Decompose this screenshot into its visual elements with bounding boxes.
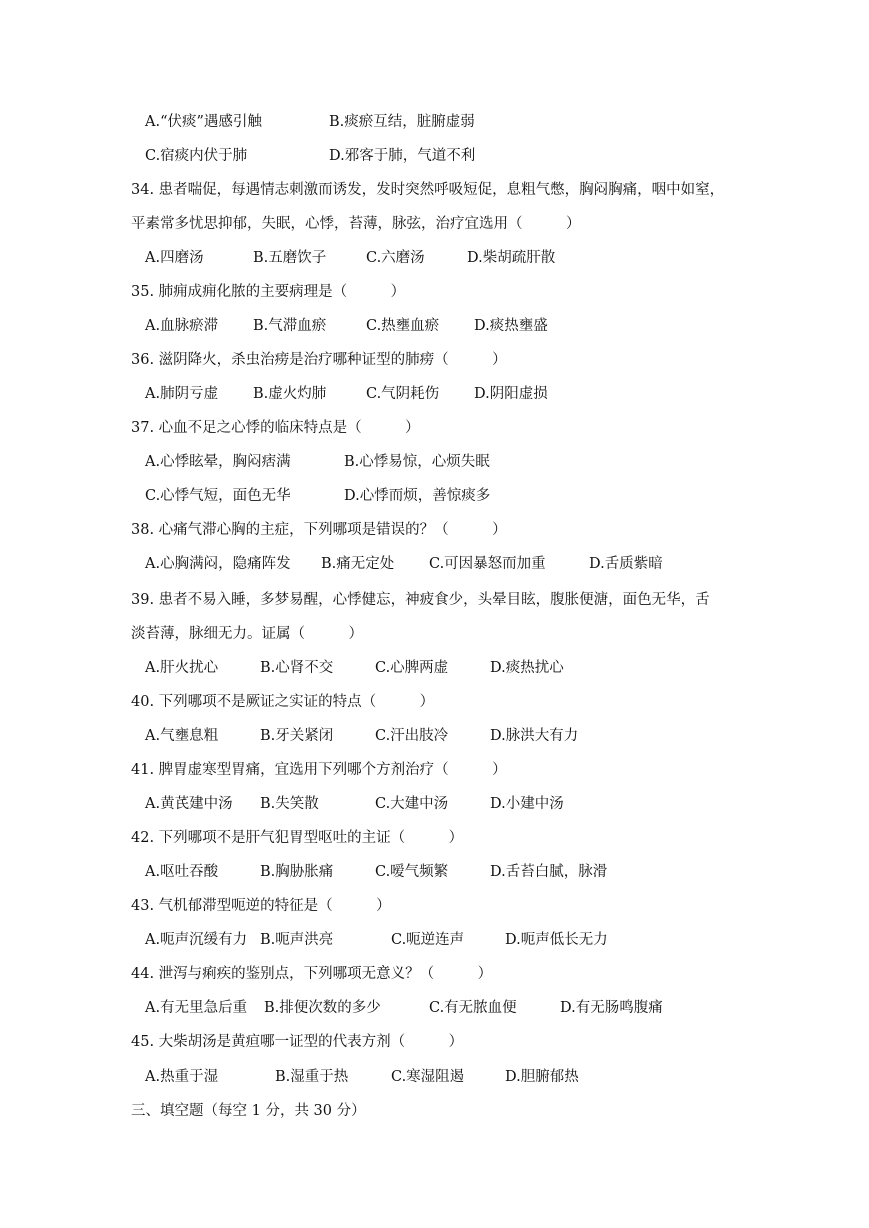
option-row: [0, 383, 869, 405]
option-d: D.胆腑郁热: [505, 1069, 579, 1085]
question-text: 38. 心痛气滞心胸的主症，下列哪项是错误的？（ ）: [131, 522, 507, 538]
option-a: A.心胸满闷，隐痛阵发: [145, 556, 291, 572]
option-d: D.心悸而烦，善惊痰多: [344, 488, 491, 504]
question-text: 44. 泄泻与痢疾的鉴别点，下列哪项无意义？（ ）: [131, 966, 493, 982]
option-d: D.痰热壅盛: [474, 318, 548, 334]
question-text: 37. 心血不足之心悸的临床特点是（ ）: [131, 420, 420, 436]
option-b: B.虚火灼肺: [253, 386, 327, 402]
option-d: D.有无肠鸣腹痛: [560, 1000, 663, 1016]
option-d: D.呃声低长无力: [505, 932, 608, 948]
option-a: A.黄芪建中汤: [145, 796, 233, 812]
option-row: [0, 725, 869, 747]
option-row: [0, 793, 869, 815]
question-text: 36. 滋阴降火，杀虫治痨是治疗哪种证型的肺痨（ ）: [131, 352, 507, 368]
question-38: [0, 519, 869, 541]
option-d: D.痰热扰心: [490, 660, 564, 676]
option-d: D.邪客于肺，气道不利: [329, 148, 476, 164]
question-text: 40. 下列哪项不是厥证之实证的特点（ ）: [131, 694, 435, 710]
question-44: [0, 963, 869, 985]
option-d: D.柴胡疏肝散: [467, 250, 556, 266]
option-b: B.呃声洪亮: [260, 932, 334, 948]
option-a: A.四磨汤: [145, 250, 204, 266]
question-40: [0, 691, 869, 713]
question-text: 39. 患者不易入睡，多梦易醒，心悸健忘，神疲食少，头晕目眩，腹胀便溏，面色无华，舌: [131, 592, 710, 608]
option-b: B.五磨饮子: [253, 250, 327, 266]
option-b: B.气滞血瘀: [253, 318, 327, 334]
option-a: A.肝火扰心: [145, 660, 219, 676]
option-b: B.失笑散: [260, 796, 319, 812]
option-b: B.胸胁胀痛: [260, 864, 334, 880]
option-row: [0, 485, 869, 507]
option-c: C.心脾两虚: [375, 660, 449, 676]
option-d: D.阴阳虚损: [474, 386, 548, 402]
option-b: B.心悸易惊，心烦失眠: [344, 454, 490, 470]
option-c: C.心悸气短，面色无华: [145, 488, 291, 504]
option-d: D.脉洪大有力: [490, 728, 579, 744]
question-text: 35. 肺痈成痈化脓的主要病理是（ ）: [131, 284, 406, 300]
option-row: [0, 929, 869, 951]
option-row: [0, 1066, 869, 1088]
question-text: 42. 下列哪项不是肝气犯胃型呕吐的主证（ ）: [131, 830, 464, 846]
option-d: D.舌质紫暗: [589, 556, 663, 572]
option-a: A.有无里急后重: [145, 1000, 248, 1016]
option-a: A.血脉瘀滞: [145, 318, 219, 334]
question-39-line-2: [0, 623, 869, 645]
option-b: B.牙关紧闭: [260, 728, 334, 744]
question-45: [0, 1031, 869, 1053]
option-b: B.痰瘀互结，脏腑虚弱: [329, 114, 475, 130]
question-35: [0, 281, 869, 303]
option-b: B.心肾不交: [260, 660, 334, 676]
option-a: A.心悸眩晕，胸闷痞满: [145, 454, 291, 470]
option-a: A.肺阴亏虚: [145, 386, 219, 402]
question-34-line-2: [0, 213, 869, 235]
option-c: C.宿痰内伏于肺: [145, 148, 248, 164]
option-row: [0, 111, 869, 133]
option-row: [0, 145, 869, 167]
question-37: [0, 417, 869, 439]
option-a: A.热重于湿: [145, 1069, 219, 1085]
option-c: C.嗳气频繁: [375, 864, 449, 880]
question-text: 淡苔薄，脉细无力。证属（ ）: [131, 626, 363, 642]
option-a: A.气壅息粗: [145, 728, 219, 744]
option-c: C.寒湿阻遏: [391, 1069, 465, 1085]
question-39-line-1: [0, 589, 869, 611]
option-c: C.热壅血瘀: [366, 318, 440, 334]
question-43: [0, 895, 869, 917]
option-c: C.汗出肢冷: [375, 728, 449, 744]
option-b: B.排便次数的多少: [264, 1000, 381, 1016]
question-36: [0, 349, 869, 371]
option-c: C.呃逆连声: [391, 932, 465, 948]
option-a: A.呃声沉缓有力: [145, 932, 248, 948]
question-34-line-1: [0, 179, 869, 201]
question-text: 41. 脾胃虚寒型胃痛，宜选用下列哪个方剂治疗（ ）: [131, 762, 507, 778]
option-row: [0, 247, 869, 269]
option-c: C.可因暴怒而加重: [429, 556, 546, 572]
option-d: D.小建中汤: [490, 796, 564, 812]
option-row: [0, 553, 869, 575]
option-c: C.有无脓血便: [429, 1000, 517, 1016]
option-row: [0, 997, 869, 1019]
option-c: C.气阴耗伤: [366, 386, 440, 402]
question-text: 34. 患者喘促，每遇情志刺激而诱发，发时突然呼吸短促，息粗气憋，胸闷胸痛，咽中如窒，: [131, 182, 725, 198]
section-heading: [0, 1100, 869, 1122]
option-b: B.湿重于热: [275, 1069, 349, 1085]
option-row: [0, 861, 869, 883]
option-d: D.舌苔白腻，脉滑: [490, 864, 608, 880]
section-title: 三、填空题（每空 1 分，共 30 分）: [131, 1103, 366, 1119]
option-a: A.“伏痰”遇感引触: [145, 114, 262, 130]
option-c: C.六磨汤: [366, 250, 425, 266]
question-text: 平素常多忧思抑郁，失眠，心悸，苔薄，脉弦，治疗宜选用（ ）: [131, 216, 581, 232]
question-text: 45. 大柴胡汤是黄疸哪一证型的代表方剂（ ）: [131, 1034, 464, 1050]
option-a: A.呕吐吞酸: [145, 864, 219, 880]
option-b: B.痛无定处: [321, 556, 395, 572]
question-42: [0, 827, 869, 849]
option-row: [0, 657, 869, 679]
question-41: [0, 759, 869, 781]
question-text: 43. 气机郁滞型呃逆的特征是（ ）: [131, 898, 391, 914]
option-row: [0, 315, 869, 337]
option-c: C.大建中汤: [375, 796, 449, 812]
option-row: [0, 451, 869, 473]
